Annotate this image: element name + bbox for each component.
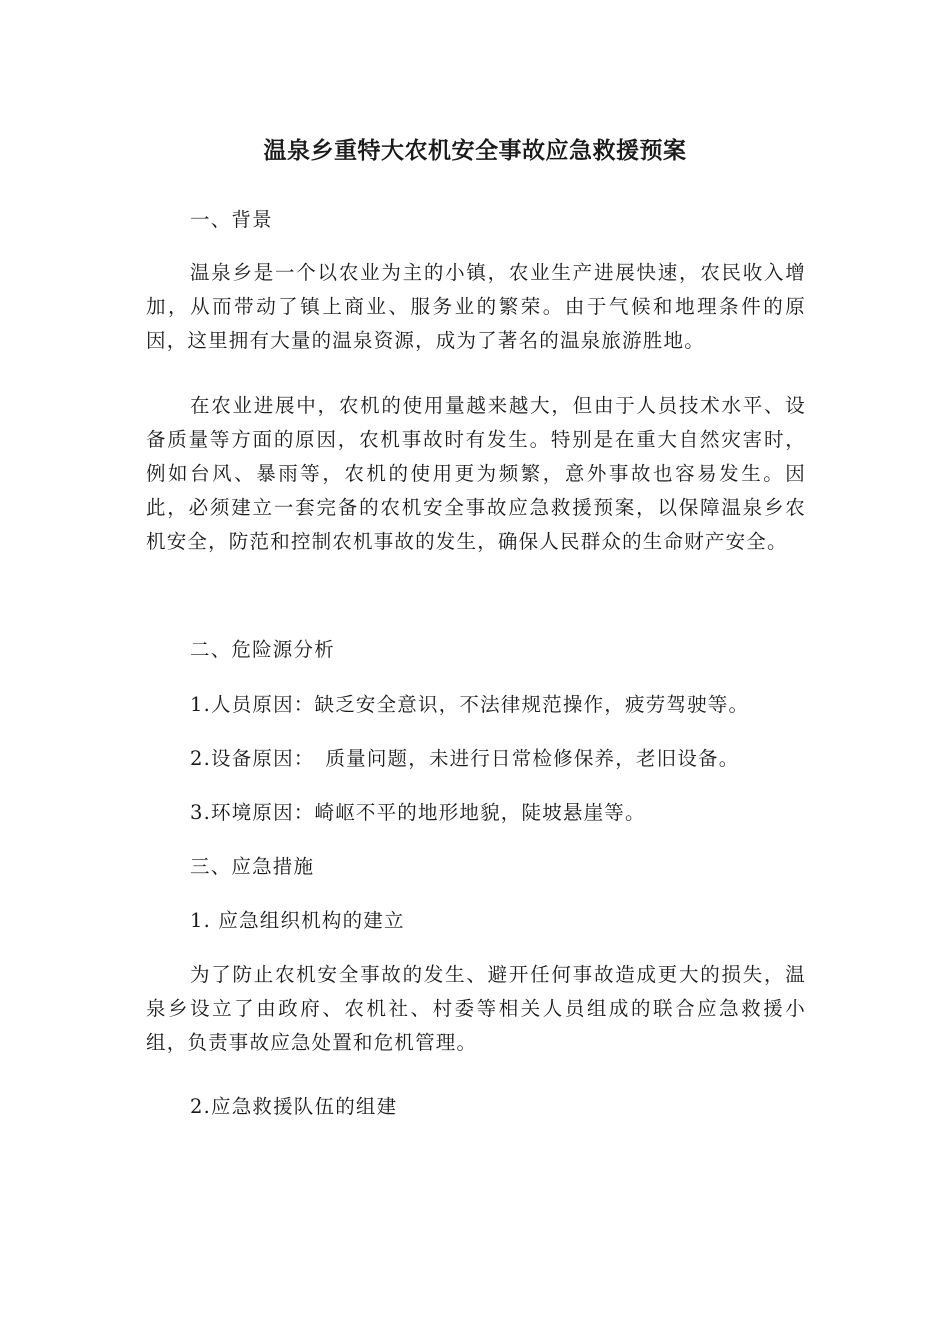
subsection-heading-rescue-team: 2.应急救援队伍的组建 — [190, 1095, 398, 1118]
hazard-item-equipment: 2.设备原因： 质量问题，未进行日常检修保养，老旧设备。 — [190, 747, 740, 770]
section-heading-hazard-analysis: 二、危险源分析 — [190, 638, 335, 661]
paragraph-organization: 为了防止农机安全事故的发生、避开任何事故造成更大的损失，温泉乡设立了由政府、农机社、村委等相关人员组成的联合应急救援小组，负责事故应急处置和危机管理。 — [146, 963, 806, 1054]
paragraph-background-1: 温泉乡是一个以农业为主的小镇，农业生产进展快速，农民收入增加，从而带动了镇上商业、服务业的繁荣。由于气候和地理条件的原因，这里拥有大量的温泉资源，成为了著名的温泉旅游胜地。 — [146, 261, 806, 352]
subsection-heading-organization: 1. 应急组织机构的建立 — [190, 909, 405, 932]
section-heading-emergency-measures: 三、应急措施 — [190, 855, 315, 878]
hazard-item-environment: 3.环境原因：崎岖不平的地形地貌，陡坡悬崖等。 — [190, 801, 646, 824]
hazard-item-personnel: 1.人员原因：缺乏安全意识，不法律规范操作，疲劳驾驶等。 — [190, 693, 750, 716]
paragraph-background-2: 在农业进展中，农机的使用量越来越大，但由于人员技术水平、设备质量等方面的原因，农机事故时有发生。特别是在重大自然灾害时，例如台风、暴雨等，农机的使用更为频繁，意外事故也容易发生。因此，必须建立一套完备的农机安全事故应急救援预案，以保障温泉乡农机安全，防范和控制农机事故的发生，确保人民群众的生命财产安全。 — [146, 394, 806, 553]
document-title: 温泉乡重特大农机安全事故应急救援预案 — [263, 138, 687, 164]
section-heading-background: 一、背景 — [190, 208, 273, 231]
